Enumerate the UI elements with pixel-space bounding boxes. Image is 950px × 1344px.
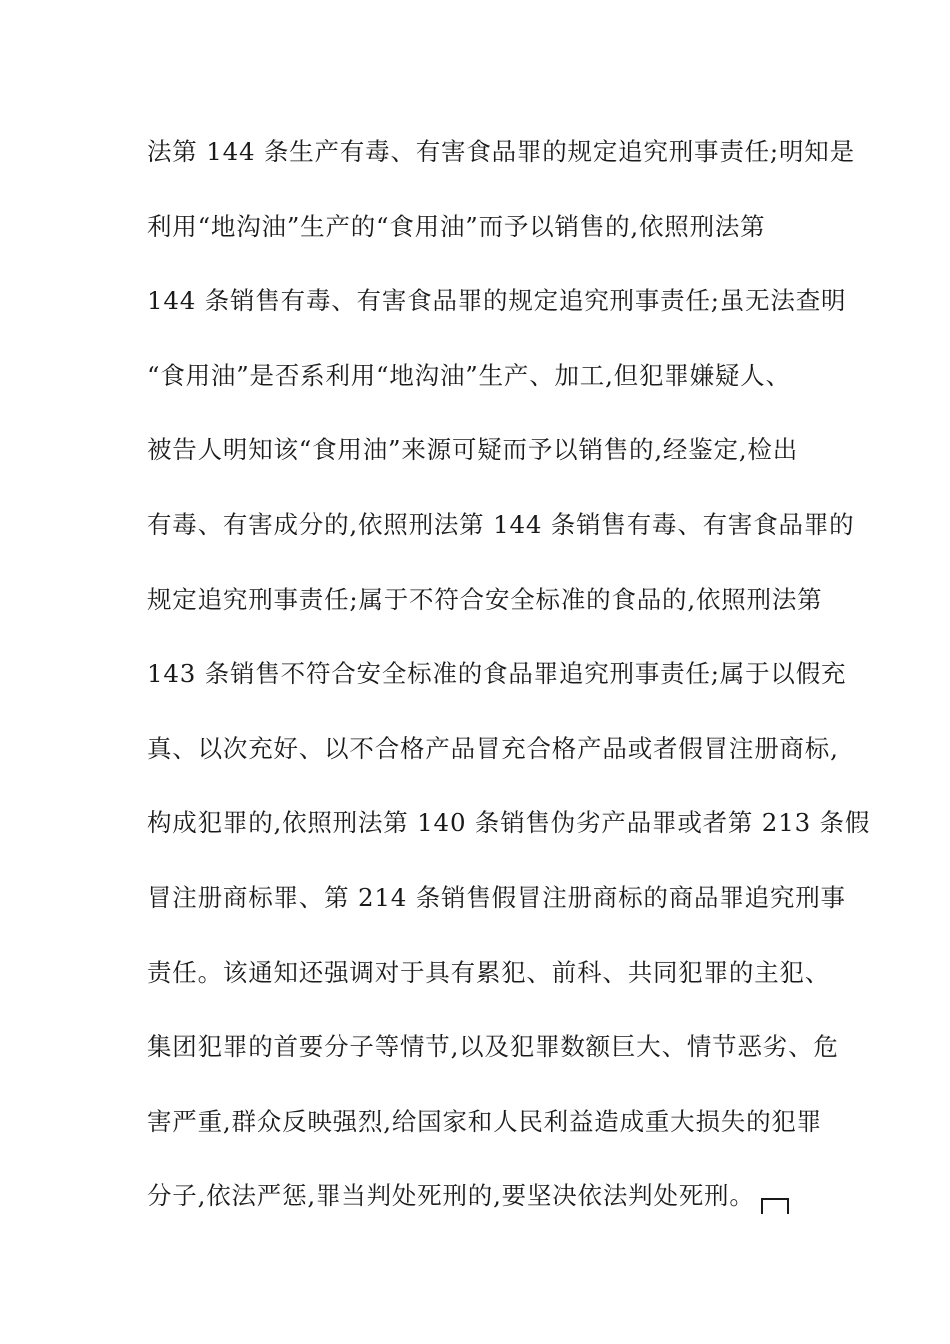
text-line: 害严重,群众反映强烈,给国家和人民利益造成重大损失的犯罪	[147, 1106, 822, 1136]
text-line: 冒注册商标罪、第 214 条销售假冒注册商标的商品罪追究刑事	[147, 882, 846, 912]
text-line: 责任。该通知还强调对于具有累犯、前科、共同犯罪的主犯、	[147, 957, 831, 987]
last-text-line	[147, 1176, 807, 1251]
body-text	[147, 132, 871, 1251]
end-mark-icon	[761, 1198, 789, 1214]
text-line: 利用“地沟油”生产的“食用油”而予以销售的,依照刑法第	[147, 211, 766, 241]
text-line: 真、以次充好、以不合格产品冒充合格产品或者假冒注册商标,	[147, 733, 839, 763]
text-line: 被告人明知该“食用油”来源可疑而予以销售的,经鉴定,检出	[147, 435, 799, 465]
text-line: 构成犯罪的,依照刑法第 140 条销售伪劣产品罪或者第 213 条假	[147, 808, 871, 838]
text-line: 143 条销售不符合安全标准的食品罪追究刑事责任;属于以假充	[147, 659, 847, 689]
text-line: 规定追究刑事责任;属于不符合安全标准的食品的,依照刑法第	[147, 584, 823, 614]
text-line: 集团犯罪的首要分子等情节,以及犯罪数额巨大、情节恶劣、危	[147, 1032, 839, 1062]
text-line: 144 条销售有毒、有害食品罪的规定追究刑事责任;虽无法查明	[147, 286, 847, 316]
text-line: 法第 144 条生产有毒、有害食品罪的规定追究刑事责任;明知是	[147, 137, 855, 166]
last-line-text: 分子,依法严惩,罪当判处死刑的,要坚决依法判处死刑。	[147, 1181, 755, 1211]
text-line: “食用油”是否系利用“地沟油”生产、加工,但犯罪嫌疑人、	[147, 360, 791, 390]
text-line: 有毒、有害成分的,依照刑法第 144 条销售有毒、有害食品罪的	[147, 509, 855, 539]
